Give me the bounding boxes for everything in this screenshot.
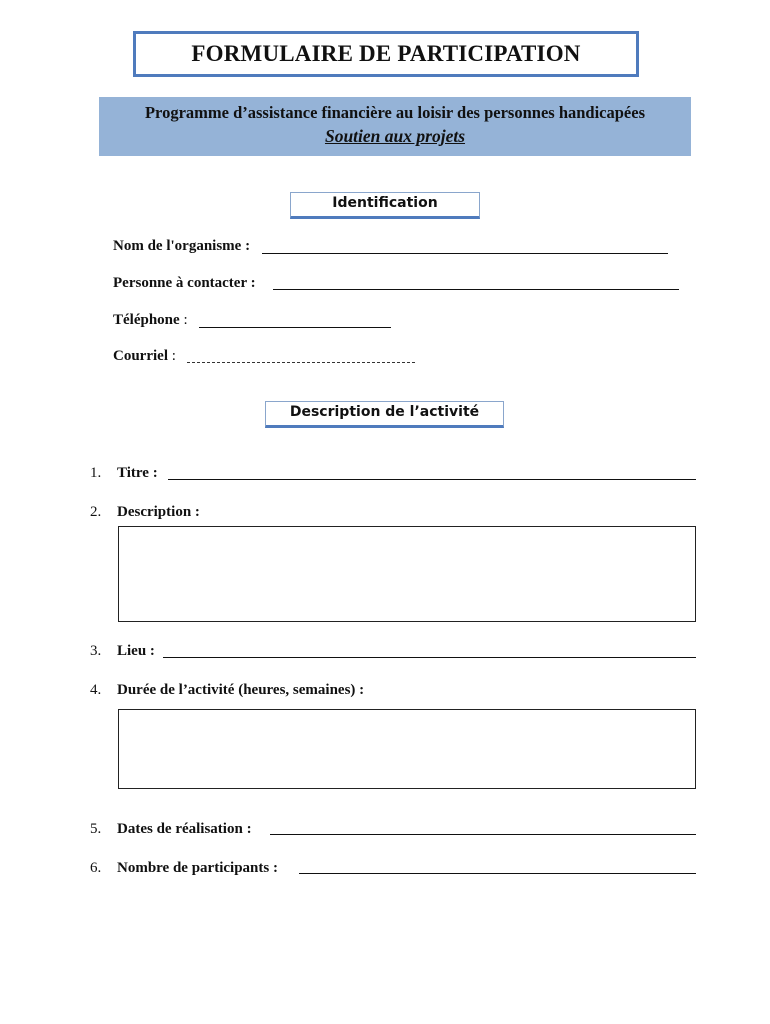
email-label: Courriel [113, 348, 168, 364]
form-title: FORMULAIRE DE PARTICIPATION [191, 41, 581, 66]
location-field[interactable] [163, 657, 696, 658]
location-label: Lieu : [117, 643, 155, 659]
dates-label: Dates de réalisation : [117, 821, 252, 837]
section-heading-identification: Identification [290, 192, 480, 219]
phone-label: Téléphone [113, 312, 180, 328]
title-label: Titre : [117, 465, 158, 481]
participants-field[interactable] [299, 873, 696, 874]
duration-textbox[interactable] [118, 709, 696, 789]
title-field[interactable] [168, 479, 696, 480]
item-number: 3. [90, 643, 102, 659]
program-subtitle: Soutien aux projets [324, 126, 466, 146]
item-number: 2. [90, 504, 102, 520]
participants-label: Nombre de participants : [117, 860, 278, 876]
description-textbox[interactable] [118, 526, 696, 622]
form-title-box [133, 31, 639, 77]
email-label-group [113, 348, 176, 365]
program-name: Programme d’assistance financière au loisir des personnes handicapées [144, 103, 646, 122]
item-number: 5. [90, 821, 102, 837]
dates-field[interactable] [270, 834, 696, 835]
description-label: Description : [117, 504, 200, 520]
phone-label-group [113, 312, 188, 329]
email-colon: : [171, 348, 176, 364]
item-number: 6. [90, 860, 102, 876]
org-name-label: Nom de l'organisme : [113, 238, 251, 254]
contact-person-label: Personne à contacter : [113, 275, 256, 291]
section-heading-activity: Description de l’activité [265, 401, 504, 428]
item-number: 4. [90, 682, 102, 698]
contact-person-field[interactable] [273, 289, 679, 290]
duration-label: Durée de l’activité (heures, semaines) : [117, 682, 365, 698]
org-name-field[interactable] [262, 253, 668, 254]
phone-field[interactable] [199, 327, 391, 328]
phone-colon: : [183, 312, 188, 328]
item-number: 1. [90, 465, 102, 481]
program-banner [99, 97, 691, 156]
email-field[interactable] [187, 362, 415, 363]
